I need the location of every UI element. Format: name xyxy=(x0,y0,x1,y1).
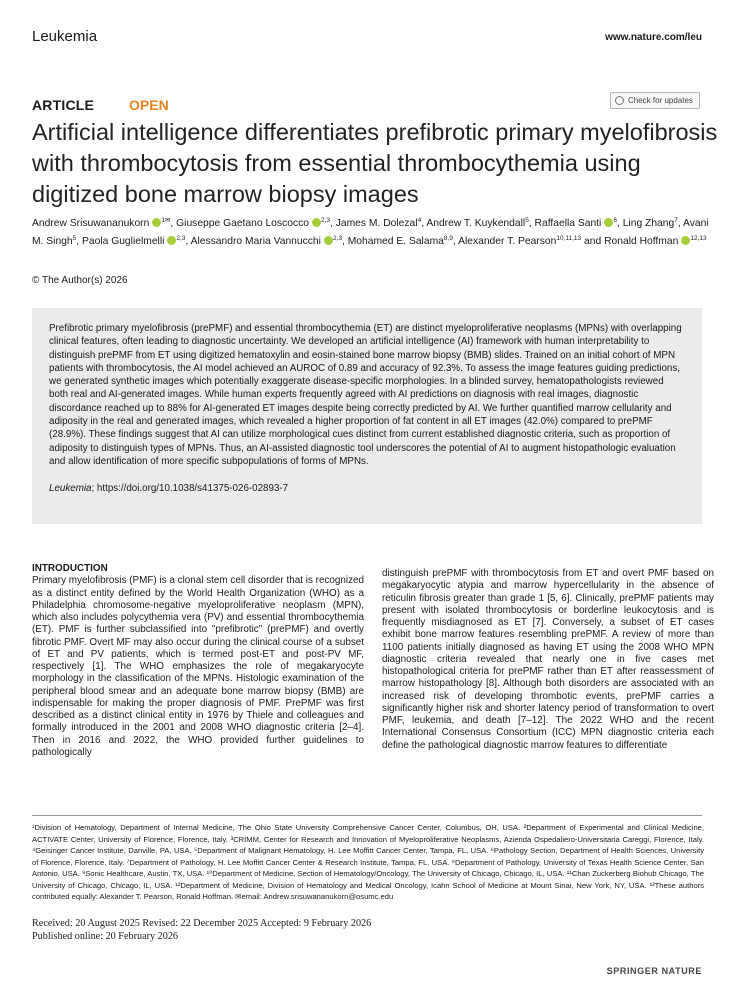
author-name[interactable]: Paola Guglielmelli xyxy=(82,235,165,247)
author-name[interactable]: Mohamed E. Salama xyxy=(347,235,444,247)
check-updates-label: Check for updates xyxy=(628,96,693,105)
author-affiliation-sup: 8,9 xyxy=(443,234,453,242)
author-affiliation-sup: 2,3 xyxy=(176,234,186,242)
body-column-right xyxy=(382,568,714,752)
abstract-box xyxy=(32,308,702,524)
doi-journal: Leukemia xyxy=(49,483,92,495)
article-type: ARTICLE xyxy=(32,97,95,113)
footnote-divider xyxy=(32,815,702,816)
journal-name: Leukemia xyxy=(32,28,98,45)
author-affiliation-sup: 4 xyxy=(417,217,422,224)
author-affiliation-sup: 2,3 xyxy=(332,234,342,242)
body-text-right: distinguish prePMF with thrombocytosis from ET and overt PMF based on megakaryocytic atypia and marrow hypercellularity in the absence of reticulin fibrosis greater than grade 1 [5, 6]. Clinically, prePMF patients may present with isolated thrombocytosis or borderline leukocytosis and is frequently misdiagnosed as ET [7]. Conversely, a subset of ET cases exhibit bone marrow features resembling prePMF. A review of more than 1100 patients initially diagnosed as having ET using the 2008 WHO MPN diagnostic criteria revealed that nearly one in five cases met histopathological criteria for prePMF rather than ET after reassessment of marrow histopathology [8]. Although both disorders are associated with an increased risk of developing thrombotic events, prePMF carries a significantly higher risk and shorter latency period of transformation to overt PMF, leukemia, and death [7–12]. The 2022 WHO and the recent International Consensus Consortium (ICC) MPN diagnostic criteria each define the pathological diagnostic marrow features to differentiate xyxy=(382,568,714,751)
author-affiliation-sup: 5 xyxy=(72,234,77,242)
author-name[interactable]: Andrew T. Kuykendall xyxy=(426,218,526,229)
doi-line xyxy=(49,482,685,495)
orcid-icon[interactable] xyxy=(312,218,321,227)
orcid-icon[interactable] xyxy=(681,236,690,245)
author-name[interactable]: Giuseppe Gaetano Loscocco xyxy=(176,218,309,229)
body-text-left: Primary myelofibrosis (PMF) is a clonal stem cell disorder that is recognized as a distinct entity defined by the World Health Organization (WHO) as a Philadelphia chromosome-negative myeloproliferative neoplasm (MPN), which also includes polycythemia vera (PV) and essential thrombocythemia (ET). PMF is further subclassified into "prefibrotic" (prePMF) and overtly fibrotic PMF. Overt MF may also occur during the clinical course of a subset of ET and PV patients, which is termed post-ET and post-PV MF, respectively [1]. The WHO emphasizes the role of megakaryocyte morphology in the classification of the MPNs. Histologic examination of the peripheral blood smear and an adequate bone marrow biopsy (BMB) are indispensable for making the proper diagnosis of PMF. PrePMF was first described as a distinct clinical entity in 1976 by Thiele and colleagues and formally introduced in the 2001 and 2008 WHO diagnostic criteria [2–4]. Then in 2016 and 2022, the WHO provided further guidelines to pathologically xyxy=(32,575,364,758)
author-affiliation-sup: 10,11,13 xyxy=(556,234,582,242)
author-affiliation-sup: 2,3 xyxy=(320,217,330,224)
author-name[interactable]: Ronald Hoffman xyxy=(604,235,679,247)
author-affiliation-sup: 5 xyxy=(525,217,529,224)
open-access-label: OPEN xyxy=(129,97,169,113)
publisher-logo: SPRINGER NATURE xyxy=(606,966,702,976)
author-name[interactable]: James M. Dolezal xyxy=(335,218,418,229)
check-for-updates-button[interactable] xyxy=(610,92,700,109)
author-list: Andrew Srisuwananukorn $^{1✉}$, Giuseppe Gaetano Loscocco $^{2,3}$, James M. Dolezal$^4$, Andrew T. Kuykendall$^5$, Raffaella Santi $^6$, Ling Zhang$^7$, Avani M. Singh$^5$, Paola Guglielmelli $^{2,3}$, Alessandro Maria Vannucchi $^{2,3}$, Mohamed E. Salama$^{8,9}$, Alexander T. Pearson$^{10,11,13}$ and Ronald Hoffman $^{12,13}$ xyxy=(32,217,709,247)
author-name[interactable]: Andrew Srisuwananukorn xyxy=(32,218,150,229)
section-heading-introduction: INTRODUCTION xyxy=(32,563,108,574)
author-name[interactable]: Alessandro Maria Vannucchi xyxy=(190,235,321,247)
publication-dates xyxy=(32,918,371,943)
orcid-icon[interactable] xyxy=(152,218,161,227)
author-affiliation-sup: 12,13 xyxy=(690,234,707,242)
author-name[interactable]: Alexander T. Pearson xyxy=(458,235,557,247)
orcid-icon[interactable] xyxy=(324,236,333,245)
doi-link[interactable]: ; https://doi.org/10.1038/s41375-026-02893-7 xyxy=(91,483,289,495)
abstract-text: Prefibrotic primary myelofibrosis (prePMF) and essential thrombocythemia (ET) are distinct myeloproliferative neoplasms (MPNs) with overlapping clinical features, often leading to diagnostic uncertainty. We developed an artificial intelligence (AI) framework with human interpretability to distinguish prePMF from ET using digitized hematoxylin and eosin-stained bone marrow biopsy (BMB) slides. Trained on an initial cohort of MPN patients with thrombocytosis, the AI model achieved an AUROC of 0.89 and accuracy of 92.3%. To assess the image features guiding predictions, we generated synthetic images which potentially exaggerate disease-specific morphologies. In a blinded survey, hematopathologists reviewed both real and AI-generated images. While human experts frequently agreed with AI predictions on diagnosis with real images, diagnostic discordance reached up to 88% for AI-generated ET images despite being correctly predicted by AI. We further quantified marrow cellularity and adiposity in the real and generated images, which revealed a higher proportion of fat content in all ET images (42.0%) compared to prePMF (28.9%). These findings suggest that AI can utilize morphological cues distinct from current established diagnostic criteria, such as proportion of adiposity to distinguish types of MPNs. Thus, an AI-assisted diagnostic tool underscores the potential of AI to augment histopathologic evaluation and allow identification of more specific subpopulations of forms of MPNs. xyxy=(49,323,682,467)
received-dates: Received: 20 August 2025 Revised: 22 December 2025 Accepted: 9 February 2026 xyxy=(32,918,372,929)
author-affiliation-sup: 1✉ xyxy=(161,217,171,224)
check-updates-icon xyxy=(615,96,624,105)
body-column-left xyxy=(32,563,364,759)
affiliations-footnote: ¹Division of Hematology, Department of Internal Medicine, The Ohio State University Comprehensive Cancer Center, Columbus, OH, USA. ²Department of Experimental and Clinical Medicine, ACTIVATE Center, University of Florence, Florence, Italy. ³CRIMM, Center for Research and Innovation of Myeloproliferative Neoplasms, Azienda Ospedaliero-Universitaria Careggi, Florence, Italy. ⁴Geisinger Cancer Institute, Danville, PA, USA. ⁵Department of Malignant Hematology, H. Lee Moffitt Cancer Center, Tampa, FL, USA. ⁶Pathology Section, Department of Health Sciences, University of Florence, Florence, Italy. ⁷Department of Pathology, H. Lee Moffitt Cancer Center & Research Institute, Tampa, FL, USA. ⁸Department of Pathology, University of Texas Health Science Center, San Antonio, USA. ⁹Sonic Healthcare, Austin, TX, USA. ¹⁰Department of Medicine, Section of Hematology/Oncology, The University of Chicago, Chicago, IL, USA. ¹¹Chan Zuckerberg Biohub Chicago, The University of Chicago, Chicago, IL, USA. ¹²Department of Medicine, Division of Hematology and Medical Oncology, Icahn School of Medicine at Mount Sinai, New York, NY, USA. ¹³These authors contributed equally: Alexander T. Pearson, Ronald Hoffman. ✉email: Andrew.srisuwananukorn@osumc.edu xyxy=(32,823,704,901)
author-affiliation-sup: 6 xyxy=(613,217,617,224)
copyright-notice: © The Author(s) 2026 xyxy=(32,275,128,286)
author-name[interactable]: Avani M. Singh xyxy=(32,218,709,247)
orcid-icon[interactable] xyxy=(604,218,613,227)
author-name[interactable]: Raffaella Santi xyxy=(534,218,602,229)
author-name[interactable]: Ling Zhang xyxy=(622,218,675,229)
published-date: Published online: 20 February 2026 xyxy=(32,930,179,942)
author-affiliation-sup: 7 xyxy=(674,217,678,224)
journal-website-link[interactable]: www.nature.com/leu xyxy=(605,32,702,43)
article-title: Artificial intelligence differentiates prefibrotic primary myelofibrosis with thrombocytosis from essential thrombocythemia using digitized bone marrow biopsy images xyxy=(32,119,718,207)
